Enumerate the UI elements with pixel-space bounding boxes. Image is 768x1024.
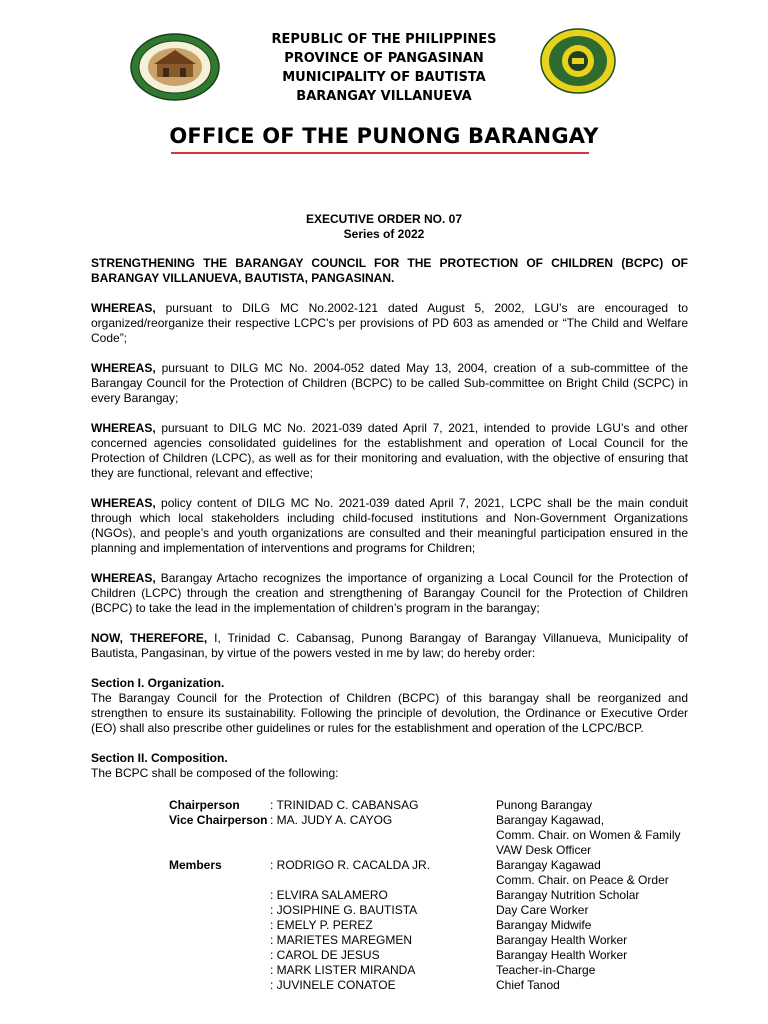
member-name: : EMELY P. PEREZ: [270, 918, 373, 932]
clause-text: I, Trinidad C. Cabansag, Punong Barangay of Barangay Villanueva, Municipality of Bautista, Pangasinan, by virtue of the powers vested in me by law; do hereby order:: [91, 631, 688, 660]
document-body: [91, 256, 688, 796]
role: [169, 978, 270, 993]
member-name: : JOSIPHINE G. BAUTISTA: [270, 903, 418, 917]
composition-row: [169, 933, 699, 948]
role: [169, 828, 270, 843]
clause-text: Barangay Artacho recognizes the importance of organizing a Local Council for the Protection of Children (LCPC) through the creation and strengthening of Barangay Council for the Protection of Children (BCPC) to take the lead in the implementation of children’s program in the barangay;: [91, 571, 688, 615]
role: Vice Chairperson: [169, 813, 268, 827]
composition-row: [169, 963, 699, 978]
clause-text: policy content of DILG MC No. 2021-039 dated April 7, 2021, LCPC shall be the main conduit through which local stakeholders including child-focused institutions and Non-Government Organizations (NGOs), and people’s and youth organizations are consulted and their meaningful participation ensured in the planning and implementation of interventions and programs for Children;: [91, 496, 688, 555]
composition-row: [169, 828, 699, 843]
member-name: : MARK LISTER MIRANDA: [270, 963, 416, 977]
executive-order-number: EXECUTIVE ORDER NO. 07: [305, 212, 463, 226]
member-name: : MARIETES MAREGMEN: [270, 933, 413, 947]
member-name: [270, 843, 496, 858]
member-position: Comm. Chair. on Women & Family: [496, 828, 681, 842]
clause-lead: WHEREAS,: [91, 301, 156, 315]
composition-row: [169, 858, 699, 873]
composition-list: [169, 798, 699, 993]
member-position: Barangay Nutrition Scholar: [496, 888, 640, 902]
header-line-municipality: MUNICIPALITY OF BAUTISTA: [282, 70, 486, 85]
member-position: Day Care Worker: [496, 903, 589, 917]
member-position: Barangay Kagawad: [496, 858, 601, 872]
role: Chairperson: [169, 798, 240, 812]
whereas-clause: [91, 361, 688, 406]
role: [169, 933, 270, 948]
section-organization-heading: Section I. Organization.: [91, 676, 225, 690]
composition-row: [169, 843, 699, 858]
section-organization-body: The Barangay Council for the Protection of Children (BCPC) of this barangay shall be reorganized and strengthen to ensure its sustainability. Following the principle of devolution, the Ordinance or Executive Order (EO) shall also prescribe other guidelines or rules for the establishment and operation of the LCPC/BCP.: [91, 691, 688, 735]
role: [169, 963, 270, 978]
whereas-clause: [91, 496, 688, 556]
office-title: OFFICE OF THE PUNONG BARANGAY: [169, 124, 599, 148]
member-position: Barangay Kagawad,: [496, 813, 605, 827]
member-name: : TRINIDAD C. CABANSAG: [270, 798, 419, 812]
government-header: [0, 30, 768, 106]
header-line-republic: REPUBLIC OF THE PHILIPPINES: [271, 32, 497, 47]
header-line-barangay: BARANGAY VILLANUEVA: [296, 89, 472, 104]
member-position: Punong Barangay: [496, 798, 593, 812]
clause-lead: WHEREAS,: [91, 496, 156, 510]
role: [169, 918, 270, 933]
member-position: Teacher-in-Charge: [496, 963, 596, 977]
composition-row: [169, 918, 699, 933]
member-name: [270, 828, 496, 843]
member-position: Chief Tanod: [496, 978, 560, 992]
composition-row: [169, 873, 699, 888]
clause-text: pursuant to DILG MC No.2002-121 dated August 5, 2002, LGU’s are encouraged to organized/reorganize their respective LCPC’s per provisions of PD 603 as amended or “The Child and Welfare Code”;: [91, 301, 688, 345]
section-composition-body: The BCPC shall be composed of the following:: [91, 766, 339, 780]
whereas-clause: [91, 571, 688, 616]
member-name: : ELVIRA SALAMERO: [270, 888, 388, 902]
clause-lead: WHEREAS,: [91, 421, 156, 435]
header-line-province: PROVINCE OF PANGASINAN: [284, 51, 484, 66]
role: [169, 948, 270, 963]
member-name: : CAROL DE JESUS: [270, 948, 380, 962]
role: [169, 843, 270, 858]
whereas-clause: [91, 421, 688, 481]
section-composition-heading: Section II. Composition.: [91, 751, 228, 765]
member-position: VAW Desk Officer: [496, 843, 592, 857]
clause-lead: WHEREAS,: [91, 571, 156, 585]
member-position: Barangay Health Worker: [496, 933, 628, 947]
member-position: Barangay Midwife: [496, 918, 592, 932]
composition-row: [169, 903, 699, 918]
role: Members: [169, 858, 222, 872]
composition-row: [169, 888, 699, 903]
member-name: : JUVINELE CONATOE: [270, 978, 396, 992]
now-therefore-clause: [91, 631, 688, 661]
executive-order-title: [0, 212, 768, 242]
clause-text: pursuant to DILG MC No. 2021-039 dated April 7, 2021, intended to provide LGU’s and other concerned agencies consolidated guidelines for the establishment and operation of Local Council for the Protection of Children (LCPC), as well as for their monitoring and evaluation, with the objective of ensuring that they are functional, relevant and effective;: [91, 421, 688, 480]
member-position: Comm. Chair. on Peace & Order: [496, 873, 669, 887]
member-name: : RODRIGO R. CACALDA JR.: [270, 858, 431, 872]
member-name: [270, 873, 496, 888]
role: [169, 873, 270, 888]
whereas-clause: [91, 301, 688, 346]
office-title-underline: [171, 152, 589, 154]
role: [169, 888, 270, 903]
clause-text: pursuant to DILG MC No. 2004-052 dated May 13, 2004, creation of a sub-committee of the Barangay Council for the Protection of Children (BCPC) to be called Sub-committee on Bright Child (SCPC) in every Barangay;: [91, 361, 688, 405]
composition-row: [169, 798, 699, 813]
clause-lead: WHEREAS,: [91, 361, 156, 375]
clause-lead: NOW, THEREFORE,: [91, 631, 208, 645]
member-position: Barangay Health Worker: [496, 948, 628, 962]
composition-row: [169, 948, 699, 963]
member-name: : MA. JUDY A. CAYOG: [270, 813, 393, 827]
composition-row: [169, 813, 699, 828]
composition-row: [169, 978, 699, 993]
executive-order-series: Series of 2022: [343, 227, 425, 241]
role: [169, 903, 270, 918]
order-subject: STRENGTHENING THE BARANGAY COUNCIL FOR THE PROTECTION OF CHILDREN (BCPC) OF BARANGAY VILLANUEVA, BAUTISTA, PANGASINAN.: [91, 256, 688, 285]
